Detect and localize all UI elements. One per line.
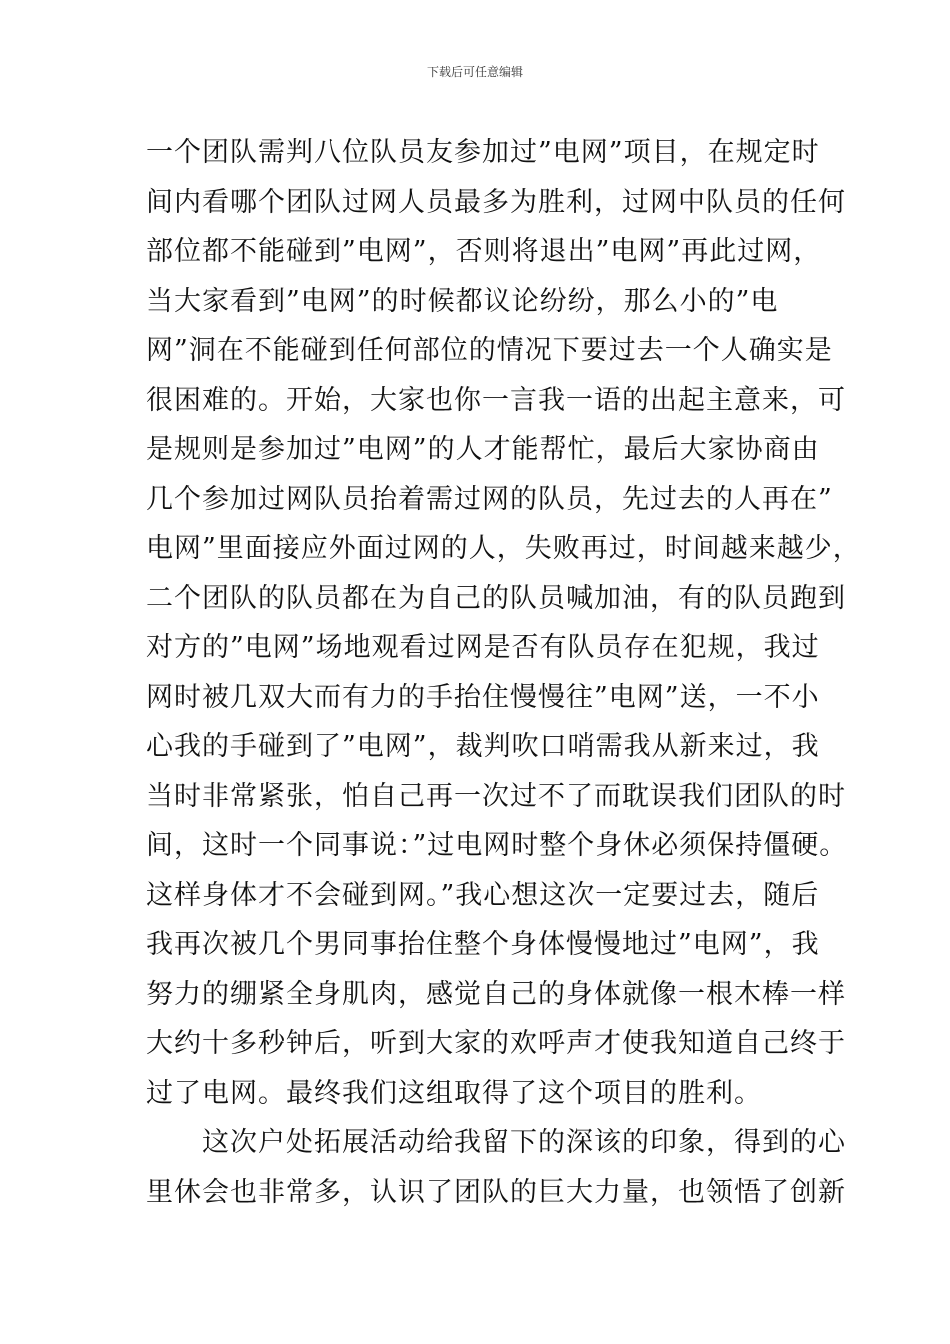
text-line: 大约十多秒钟后，听到大家的欢呼声才使我知道自己终于 bbox=[146, 1028, 846, 1059]
text-line: 我再次被几个男同事抬住整个身体慢慢地过”电网”，我 bbox=[146, 929, 820, 960]
paragraph-2 bbox=[146, 1118, 846, 1217]
text-line: 是规则是参加过”电网”的人才能帮忙，最后大家协商由 bbox=[146, 434, 820, 465]
body-text bbox=[146, 128, 861, 1217]
text-line: 部位都不能碰到”电网”，否则将退出”电网”再此过网， bbox=[146, 236, 822, 267]
text-line: 电网”里面接应外面过网的人，失败再过，时间越来越少， bbox=[146, 533, 861, 564]
text-line: 网”洞在不能碰到任何部位的情况下要过去一个人确实是 bbox=[146, 335, 833, 366]
text-line: 间，这时一个同事说：”过电网时整个身休必须保持僵硬。 bbox=[146, 830, 848, 861]
text-line: 努力的绷紧全身肌肉，感觉自己的身体就像一根木棒一样 bbox=[146, 978, 846, 1010]
text-line: 二个团队的队员都在为自己的队员喊加油，有的队员跑到 bbox=[146, 582, 846, 614]
text-line: 对方的”电网”场地观看过网是否有队员存在犯规，我过 bbox=[146, 632, 820, 663]
text-line: 当时非常紧张，怕自己再一次过不了而耽误我们团队的时 bbox=[146, 780, 846, 812]
text-line: 里休会也非常多，认识了团队的巨大力量，也领悟了创新 bbox=[146, 1176, 846, 1208]
text-line: 间内看哪个团队过网人员最多为胜利，过网中队员的任何 bbox=[146, 186, 846, 218]
page-header: 下载后可任意编辑 bbox=[426, 65, 523, 79]
text-line: 心我的手碰到了”电网”，裁判吹口哨需我从新来过，我 bbox=[146, 731, 820, 762]
text-line: 几个参加过网队员抬着需过网的队员，先过去的人再在” bbox=[146, 483, 833, 515]
text-line: 当大家看到”电网”的时候都议论纷纷，那么小的”电 bbox=[146, 285, 779, 317]
text-line: 网时被几双大而有力的手抬住慢慢往”电网”送，一不小 bbox=[146, 681, 820, 713]
text-line: 一个团队需判八位队员友参加过”电网”项目，在规定时 bbox=[146, 137, 820, 168]
text-line: 很困难的。开始，大家也你一言我一语的出起主意来，可 bbox=[146, 384, 846, 416]
text-line: 过了电网。最终我们这组取得了这个项目的胜利。 bbox=[146, 1077, 762, 1109]
paragraph-1 bbox=[146, 128, 861, 1118]
text-line: 这样身体才不会碰到网。”我心想这次一定要过去，随后 bbox=[146, 879, 820, 911]
text-line: 这次户处拓展活动给我留下的深该的印象，得到的心 bbox=[202, 1127, 846, 1158]
